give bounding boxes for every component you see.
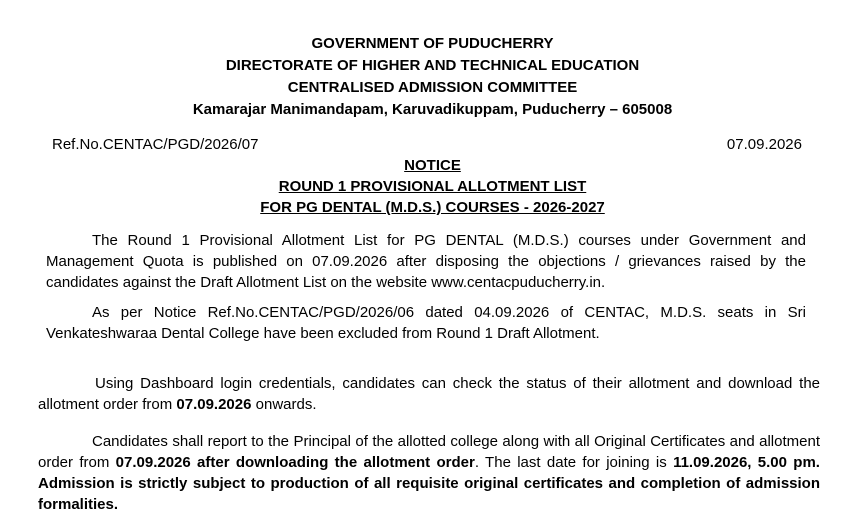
directorate-title: DIRECTORATE OF HIGHER AND TECHNICAL EDUCATION xyxy=(225,57,640,74)
paragraph-reporting-mid: . The last date for joining is xyxy=(474,454,674,471)
paragraph-dashboard xyxy=(38,373,820,415)
paragraph-exclusion: As per Notice Ref.No.CENTAC/PGD/2026/06 dated 04.09.2026 of CENTAC, M.D.S. seats in Sri Venkateshwaraa Dental College have been excluded from Round 1 Draft Allotment. xyxy=(46,304,806,342)
government-title: GOVERNMENT OF PUDUCHERRY xyxy=(311,35,554,52)
notice-subtitle-1: ROUND 1 PROVISIONAL ALLOTMENT LIST xyxy=(278,178,587,195)
committee-title: CENTRALISED ADMISSION COMMITTEE xyxy=(287,79,578,96)
download-date: 07.09.2026 xyxy=(176,396,252,413)
paragraph-reporting-text: Candidates shall report to the Principal of the allotted college along with all Original Certificates and allotment order from xyxy=(38,433,820,471)
notice-date: 07.09.2026 xyxy=(726,136,802,153)
letterhead xyxy=(0,33,865,121)
paragraph-dashboard-text: Using Dashboard login credentials, candidates can check the status of their allotment and download the allotment order from xyxy=(38,375,820,413)
reference-row xyxy=(52,135,802,155)
last-joining-date: 11.09.2026, 5.00 pm. Admission is strictly subject to production of all requisite original certificates and completion of admission formalities. xyxy=(38,454,820,513)
address-line: Kamarajar Manimandapam, Karuvadikuppam, Puducherry – 605008 xyxy=(192,101,673,118)
paragraph-publication: The Round 1 Provisional Allotment List for PG DENTAL (M.D.S.) courses under Government and Management Quota is published on 07.09.2026 after disposing the objections / grievances raised by the candidates against the Draft Allotment List on the website www.centacpuducherry.in. xyxy=(46,232,806,291)
notice-heading xyxy=(0,155,865,218)
notice-title: NOTICE xyxy=(404,157,461,174)
paragraph-dashboard-tail: onwards. xyxy=(251,396,317,413)
reporting-date: 07.09.2026 after downloading the allotment order xyxy=(115,454,475,471)
reference-number: Ref.No.CENTAC/PGD/2026/07 xyxy=(52,136,259,153)
notice-subtitle-2: FOR PG DENTAL (M.D.S.) COURSES - 2026-2027 xyxy=(260,199,605,216)
paragraph-reporting xyxy=(38,431,820,515)
